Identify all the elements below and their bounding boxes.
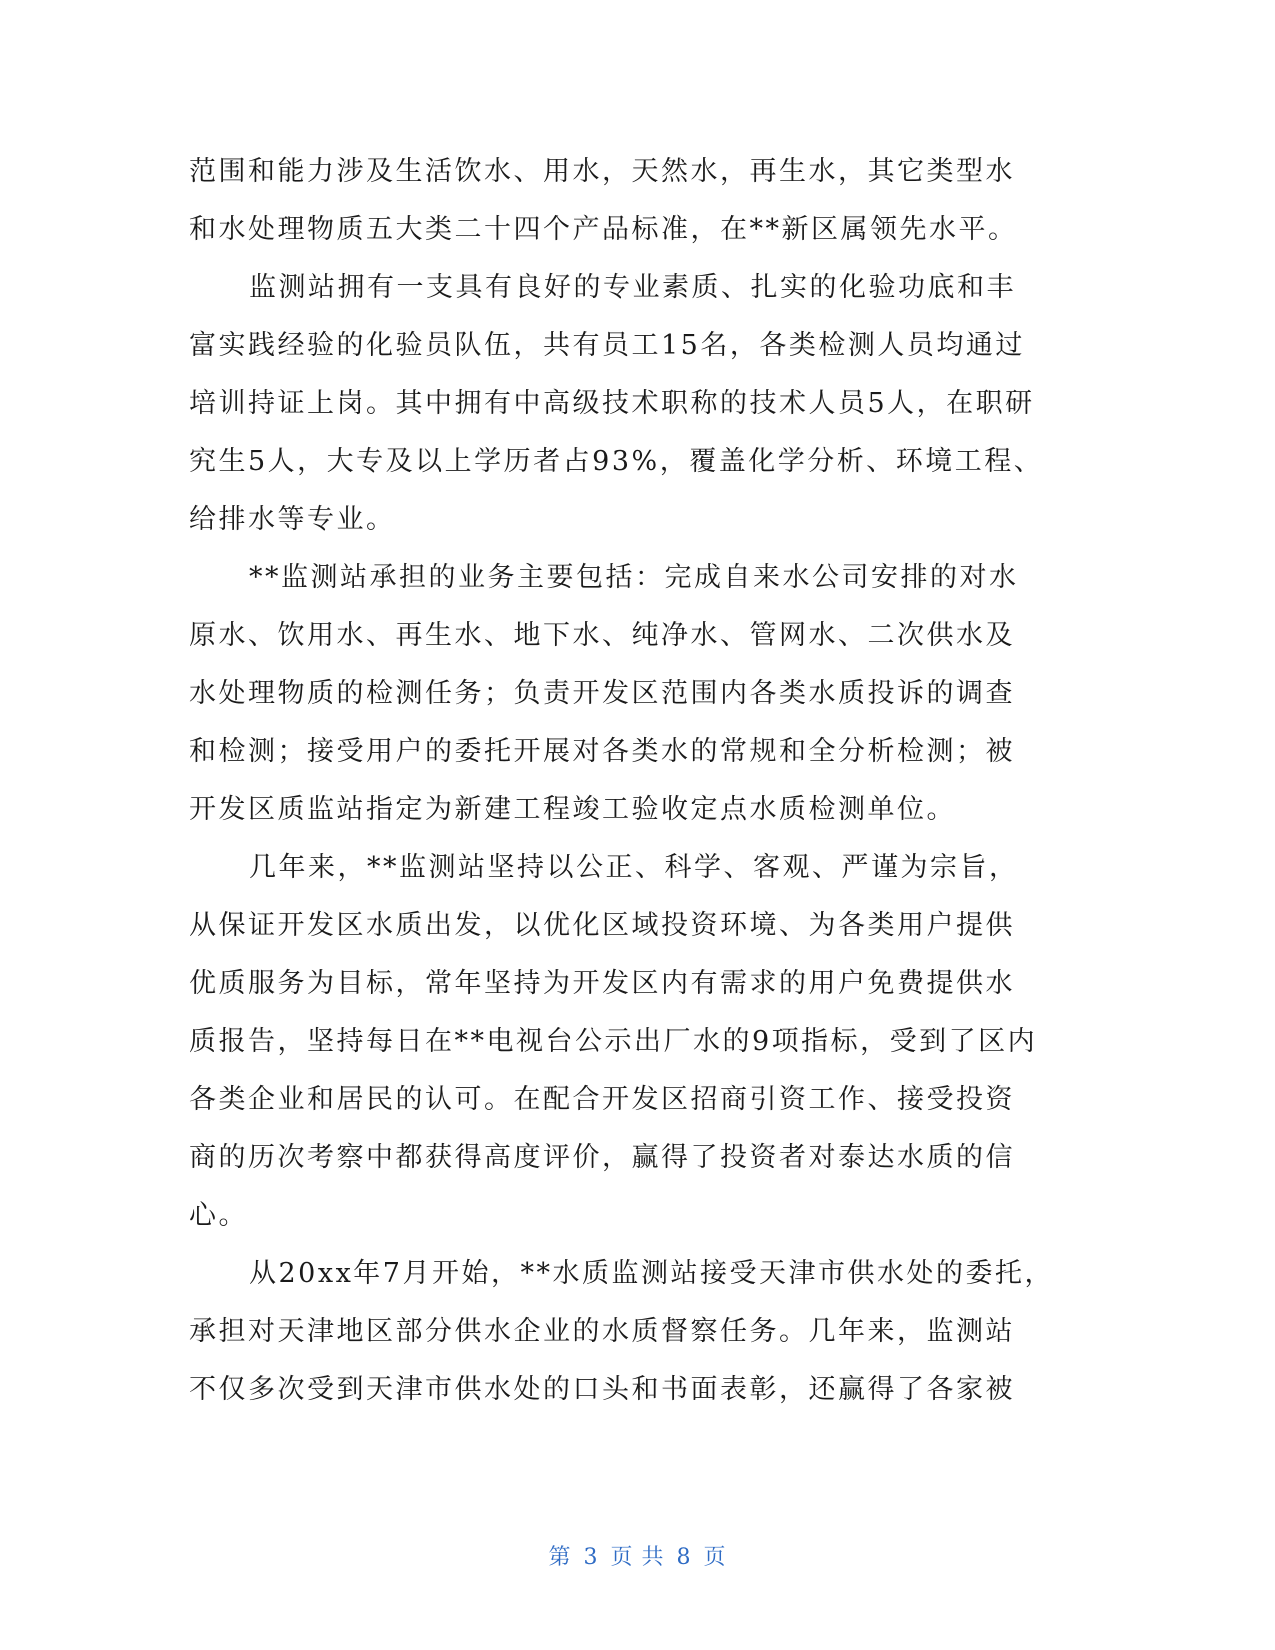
text-line: 心。 bbox=[189, 1200, 248, 1231]
paragraph-start-line: 几年来，**监测站坚持以公正、科学、客观、严谨为宗旨， bbox=[249, 852, 1019, 883]
text-line: 开发区质监站指定为新建工程竣工验收定点水质检测单位。 bbox=[189, 794, 956, 825]
text-line: 从保证开发区水质出发，以优化区域投资环境、为各类用户提供 bbox=[189, 910, 1015, 941]
text-line: 究生5人，大专及以上学历者占93%，覆盖化学分析、环境工程、 bbox=[189, 446, 1044, 477]
footer-middle: 页 共 bbox=[610, 1545, 665, 1570]
text-line: 培训持证上岗。其中拥有中高级技术职称的技术人员5人，在职研 bbox=[189, 388, 1035, 419]
body-text bbox=[189, 143, 1069, 1419]
page-footer bbox=[0, 1540, 1275, 1571]
paragraph-start-line: **监测站承担的业务主要包括：完成自来水公司安排的对水 bbox=[249, 562, 1019, 593]
text-line: 富实践经验的化验员队伍，共有员工15名，各类检测人员均通过 bbox=[189, 330, 1025, 361]
text-line: 承担对天津地区部分供水企业的水质督察任务。几年来，监测站 bbox=[189, 1316, 1015, 1347]
footer-total-pages: 8 bbox=[676, 1545, 692, 1570]
footer-suffix: 页 bbox=[703, 1545, 727, 1570]
text-line: 范围和能力涉及生活饮水、用水，天然水，再生水，其它类型水 bbox=[189, 156, 1015, 187]
footer-page-number: 3 bbox=[583, 1545, 599, 1570]
paragraph-start-line: 从20xx年7月开始，**水质监测站接受天津市供水处的委托， bbox=[249, 1258, 1054, 1289]
paragraph-start-line: 监测站拥有一支具有良好的专业素质、扎实的化验功底和丰 bbox=[249, 272, 1016, 303]
text-line: 质报告，坚持每日在**电视台公示出厂水的9项指标，受到了区内 bbox=[189, 1026, 1038, 1057]
text-line: 商的历次考察中都获得高度评价，赢得了投资者对泰达水质的信 bbox=[189, 1142, 1015, 1173]
text-line: 各类企业和居民的认可。在配合开发区招商引资工作、接受投资 bbox=[189, 1084, 1015, 1115]
text-line: 水处理物质的检测任务；负责开发区范围内各类水质投诉的调查 bbox=[189, 678, 1015, 709]
text-line: 给排水等专业。 bbox=[189, 504, 396, 535]
text-line: 优质服务为目标，常年坚持为开发区内有需求的用户免费提供水 bbox=[189, 968, 1015, 999]
text-line: 和水处理物质五大类二十四个产品标准，在**新区属领先水平。 bbox=[189, 214, 1018, 245]
text-line: 和检测；接受用户的委托开展对各类水的常规和全分析检测；被 bbox=[189, 736, 1015, 767]
footer-prefix: 第 bbox=[548, 1545, 572, 1570]
text-line: 不仅多次受到天津市供水处的口头和书面表彰，还赢得了各家被 bbox=[189, 1374, 1015, 1405]
text-line: 原水、饮用水、再生水、地下水、纯净水、管网水、二次供水及 bbox=[189, 620, 1015, 651]
